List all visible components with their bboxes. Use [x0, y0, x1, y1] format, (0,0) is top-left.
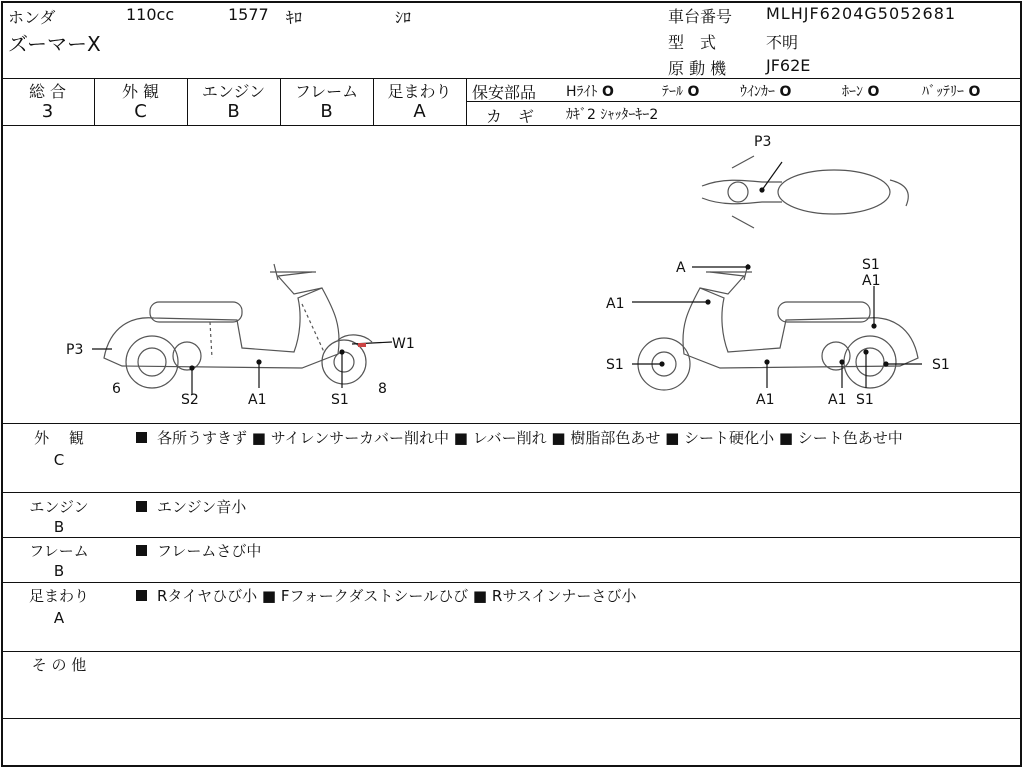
mileage: 1577 — [228, 5, 269, 24]
w1-mark — [358, 343, 366, 347]
safety-item-tail: ﾃｰﾙ O — [662, 84, 700, 100]
scooter-side-left — [104, 264, 372, 388]
divider — [1, 718, 1022, 719]
color: ｼﾛ — [395, 8, 412, 27]
grade-overall-label: 総 合 — [28, 82, 67, 101]
label-s2: S2 — [181, 392, 199, 408]
remark-engine-label: エンジン — [29, 498, 89, 516]
safety-item-winker: ｳｲﾝｶｰ O — [740, 84, 792, 100]
remark-suspension-label: 足まわり — [28, 587, 89, 605]
label-6: 6 — [112, 381, 121, 397]
grade-frame-value: B — [320, 101, 333, 122]
label-s1-left: S1 — [331, 392, 349, 408]
divider — [1, 582, 1022, 583]
grade-engine-label: エンジン — [201, 82, 266, 101]
remark-engine-text: エンジン音小 — [136, 496, 1008, 518]
remark-suspension-text: Rタイヤひび小 ■ Fフォークダストシールひび ■ Rサスインナーさび小 — [136, 585, 1008, 607]
remark-frame-label: フレーム — [29, 542, 89, 560]
key-value: ｶｷﾞ2 ｼｬｯﾀｰｷｰ2 — [566, 107, 659, 123]
mileage-unit: ｷﾛ — [286, 8, 303, 27]
scooter-top-view — [702, 156, 908, 228]
label-w1: W1 — [392, 336, 415, 352]
remark-exterior-label: 外 観 — [34, 429, 84, 447]
label-p3-left: P3 — [66, 342, 84, 358]
remark-exterior-text: 各所うすきず ■ サイレンサーカバー削れ中 ■ レバー削れ ■ 樹脂部色あせ ■ シート硬化小 ■ シート色あせ中 — [136, 427, 1008, 449]
grade-exterior-label: 外 観 — [121, 82, 160, 101]
label-s1-right-front: S1 — [606, 357, 624, 373]
grade-overall-value: 3 — [41, 101, 54, 122]
damage-diagram — [2, 126, 1020, 424]
label-s1-right-rear: S1 — [932, 357, 950, 373]
label-8: 8 — [378, 381, 387, 397]
remark-other-label: そ の 他 — [31, 656, 87, 674]
key-label: カ ギ — [486, 107, 535, 126]
divider — [467, 101, 1022, 102]
grade-exterior-value: C — [134, 101, 147, 122]
label-s1-right-bottom: S1 — [856, 392, 874, 408]
safety-item-battery: ﾊﾞｯﾃﾘｰ O — [922, 84, 981, 100]
remark-engine-grade: B — [53, 518, 65, 536]
remark-frame-grade: B — [53, 562, 65, 580]
engine-value: JF62E — [766, 56, 811, 75]
remark-suspension-grade: A — [53, 609, 65, 627]
divider — [1, 537, 1022, 538]
label-s1-right-top: S1 — [862, 257, 880, 273]
label-a1-right-top: A1 — [862, 273, 881, 289]
remark-exterior-grade: C — [53, 451, 65, 469]
maker: ホンダ — [8, 8, 56, 27]
engine-label: 原 動 機 — [668, 59, 727, 78]
label-a: A — [676, 260, 686, 276]
divider — [1, 492, 1022, 493]
frame-no: MLHJF6204G5052681 — [766, 4, 957, 23]
label-a1-right-bottom-2: A1 — [828, 392, 847, 408]
grade-suspension-label: 足まわり — [387, 82, 452, 101]
frame-no-label: 車台番号 — [668, 7, 733, 26]
grade-frame-label: フレーム — [294, 82, 359, 101]
divider — [1, 651, 1022, 652]
grade-suspension-value: A — [413, 101, 426, 122]
label-a1-left: A1 — [248, 392, 267, 408]
safety-item-headlight: Hﾗｲﾄ O — [566, 84, 614, 100]
label-a1-right-1: A1 — [606, 296, 625, 312]
type-label: 型 式 — [668, 33, 717, 52]
displacement: 110cc — [126, 5, 175, 24]
divider — [466, 78, 467, 125]
safety-item-horn: ﾎｰﾝ O — [842, 84, 880, 100]
label-a1-right-bottom: A1 — [756, 392, 775, 408]
grade-engine-value: B — [227, 101, 240, 122]
safety-label: 保安部品 — [472, 83, 537, 102]
type-value: 不明 — [766, 33, 799, 52]
remark-frame-text: フレームさび中 — [136, 540, 1008, 562]
label-p3-top: P3 — [754, 134, 772, 150]
divider — [1, 423, 1022, 424]
model-name: ズーマーX — [8, 32, 101, 56]
